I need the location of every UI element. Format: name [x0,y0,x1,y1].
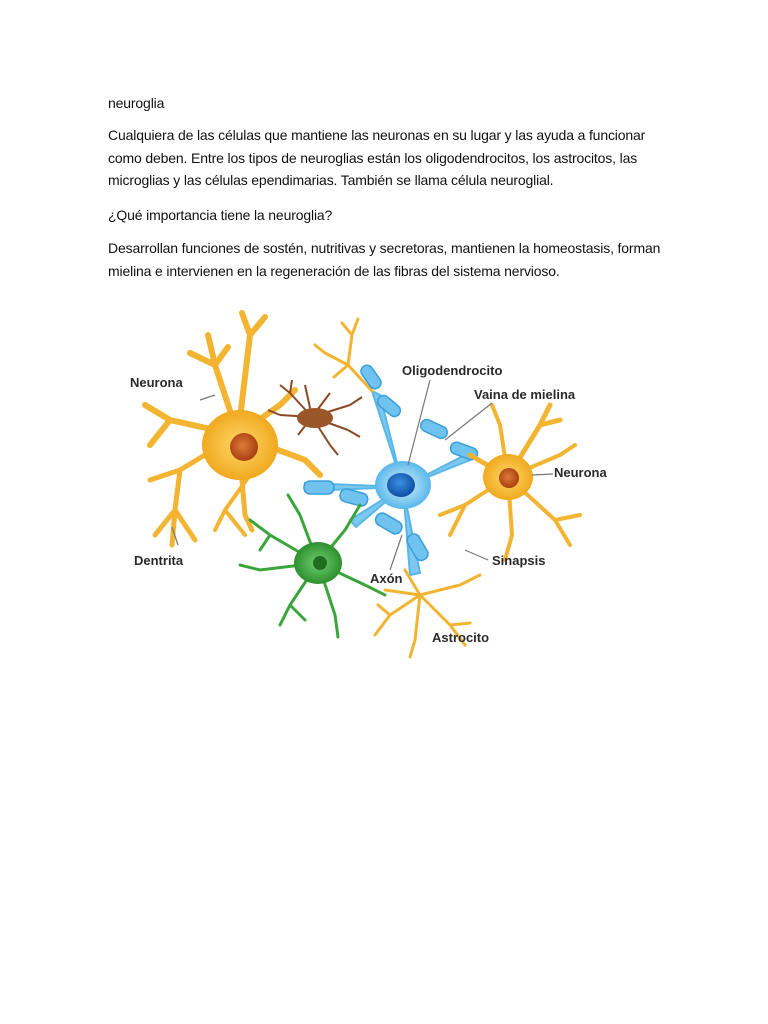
label-oligodendrocito: Oligodendrocito [402,363,503,378]
label-astrocito: Astrocito [432,630,490,645]
label-axon: Axón [370,571,403,586]
document-title: neuroglia [108,95,165,111]
oligodendrocyte-nucleus [387,473,415,497]
label-sinapsis: Sinapsis [492,553,546,568]
neuroglia-illustration [120,305,607,675]
green-microglia-nucleus [313,556,327,570]
neuroglia-diagram [120,305,600,675]
label-neurona-right: Neurona [554,465,607,480]
top-axon-neuron [315,319,372,391]
brown-microglia-body [297,408,333,428]
right-neuron-nucleus [499,468,519,488]
label-dentrita: Dentrita [134,553,184,568]
label-vaina-de-mielina: Vaina de mielina [474,387,576,402]
left-neuron-nucleus [230,433,258,461]
definition-paragraph: Cualquiera de las células que mantiene las neuronas en su lugar y las ayuda a funcionar como deben. Entre los tipos de neuroglias están los oligodendrocitos, los astrocitos, las microglias y las células ependimarias. También se llama célula neuroglial. [108,127,646,188]
label-neurona-left: Neurona [130,375,183,390]
answer-paragraph: Desarrollan funciones de sostén, nutritivas y secretoras, mantienen la homeostasis, forman mielina e intervienen en la regeneración de las fibras del sistema nervioso. [108,240,661,279]
question-paragraph: ¿Qué importancia tiene la neuroglia? [108,207,333,223]
